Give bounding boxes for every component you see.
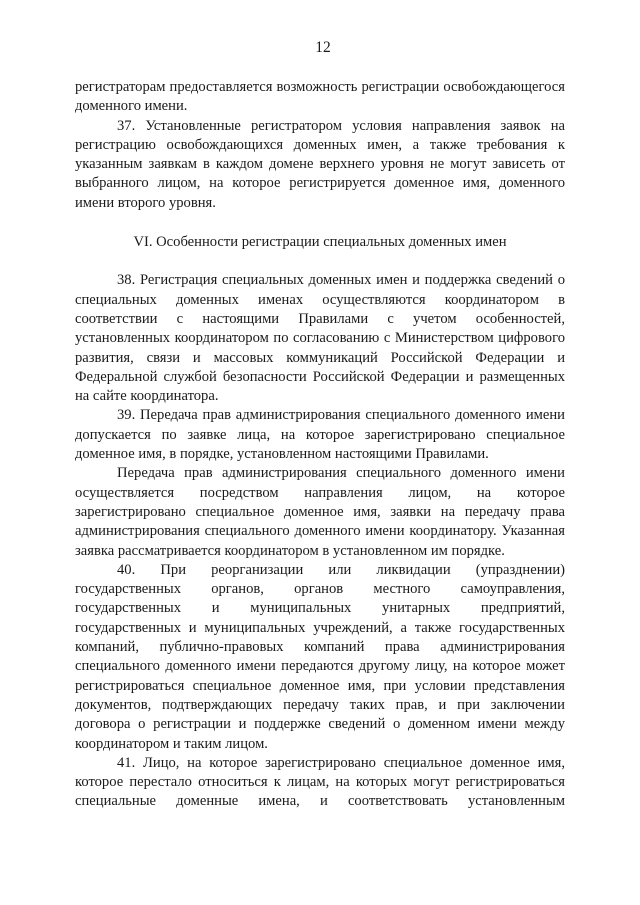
document-page bbox=[75, 38, 565, 812]
paragraph-40: 40. При реорганизации или ликвидации (упразднении) государственных органов, органов местного самоуправления, государственных и муниципальных унитарных предприятий, государственных и муниципальных учреждений, а также государственных компаний, публично-правовых компаний права администрирования специального доменного имени передаются другому лицу, на которое может регистрироваться специальное доменное имя, при условии представления документов, подтверждающих передачу таких прав, и при заключении договора о регистрации и поддержке сведений о доменном имени между координатором и таким лицом. bbox=[75, 561, 565, 752]
paragraph-38: 38. Регистрация специальных доменных имен и поддержка сведений о специальных доменных именах осуществляются координатором в соответствии с настоящими Правилами с учетом особенностей, установленных координатором по согласованию с Министерством цифрового развития, связи и массовых коммуникаций Российской Федерации и Федеральной службой безопасности Российской Федерации и размещенных на сайте координатора. bbox=[75, 272, 565, 405]
paragraph-39: 39. Передача прав администрирования специального доменного имени допускается по заявке лица, на которое зарегистрировано специальное доменное имя, в порядке, установленном настоящими Правилами. bbox=[75, 407, 565, 463]
page-number: 12 bbox=[315, 39, 331, 56]
paragraph-37: 37. Установленные регистратором условия направления заявок на регистрацию освобождающихся доменных имен, а также требования к указанным заявкам в каждом домене верхнего уровня не могут зависеть от выбранного лицом, на которое регистрируется доменное имя, доменного имени второго уровня. bbox=[75, 117, 565, 211]
paragraph-39-transfer: Передача прав администрирования специального доменного имени осуществляется посредством направления лицом, на которое зарегистрировано специальное доменное имя, заявки на передачу права администрирования специального доменного имени координатору. Указанная заявка рассматривается координатором в установленном им порядке. bbox=[75, 465, 565, 559]
paragraph-41: 41. Лицо, на которое зарегистрировано специальное доменное имя, которое перестало относиться к лицам, на которых могут регистрироваться специальные доменные имена, и соответствовать установленным bbox=[75, 754, 565, 810]
section-heading: VI. Особенности регистрации специальных доменных имен bbox=[133, 234, 507, 251]
paragraph-continuation: регистраторам предоставляется возможность регистрации освобождающегося доменного имени. bbox=[75, 79, 565, 115]
